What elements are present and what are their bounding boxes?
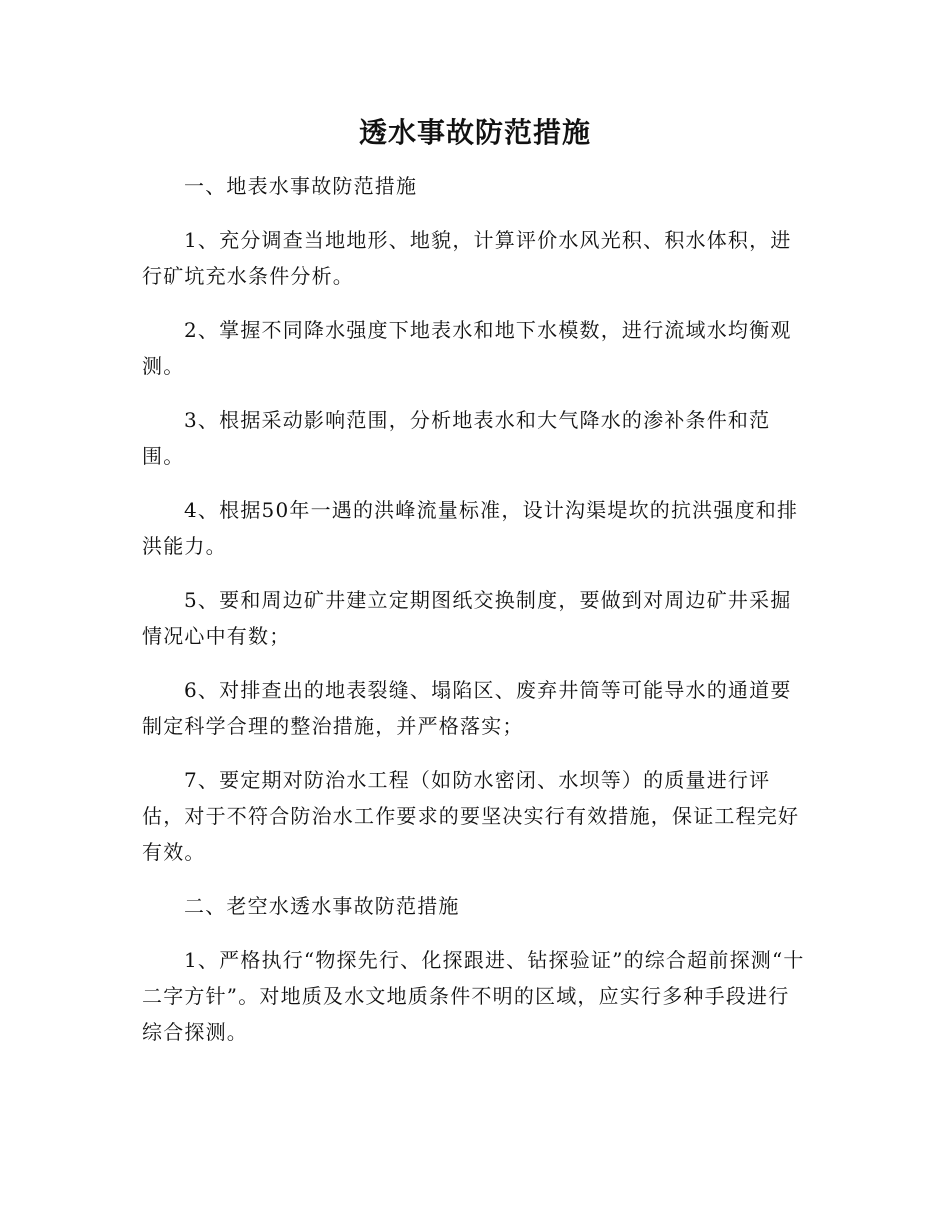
section-1-item-7: 7、要定期对防治水工程（如防水密闭、水坝等）的质量进行评估，对于不符合防治水工作要求的要坚决实行有效措施，保证工程完好有效。 — [142, 768, 800, 864]
section-1-item-5: 5、要和周边矿井建立定期图纸交换制度，要做到对周边矿井采掘情况心中有数； — [142, 588, 792, 648]
section-1-item-2: 2、掌握不同降水强度下地表水和地下水模数，进行流域水均衡观测。 — [142, 318, 792, 378]
document-title: 透水事故防范措施 — [358, 116, 591, 149]
section-1-item-1: 1、充分调查当地地形、地貌，计算评价水风光积、积水体积，进行矿坑充水条件分析。 — [142, 228, 792, 288]
document-body — [142, 168, 808, 1050]
section-2-item-1: 1、严格执行“物探先行、化探跟进、钻探验证”的综合超前探测“十二字方针”。对地质及水文地质条件不明的区域，应实行多种手段进行综合探测。 — [142, 948, 805, 1044]
section-1-item-4: 4、根据50年一遇的洪峰流量标准，设计沟渠堤坎的抗洪强度和排洪能力。 — [142, 498, 799, 558]
section-heading-old-goaf-water: 二、老空水透水事故防范措施 — [184, 894, 460, 918]
section-1-item-6: 6、对排查出的地表裂缝、塌陷区、废弃井筒等可能导水的通道要制定科学合理的整治措施，并严格落实； — [142, 678, 792, 738]
section-heading-surface-water: 一、地表水事故防范措施 — [184, 174, 418, 198]
section-1-item-3: 3、根据采动影响范围，分析地表水和大气降水的渗补条件和范围。 — [142, 408, 771, 468]
